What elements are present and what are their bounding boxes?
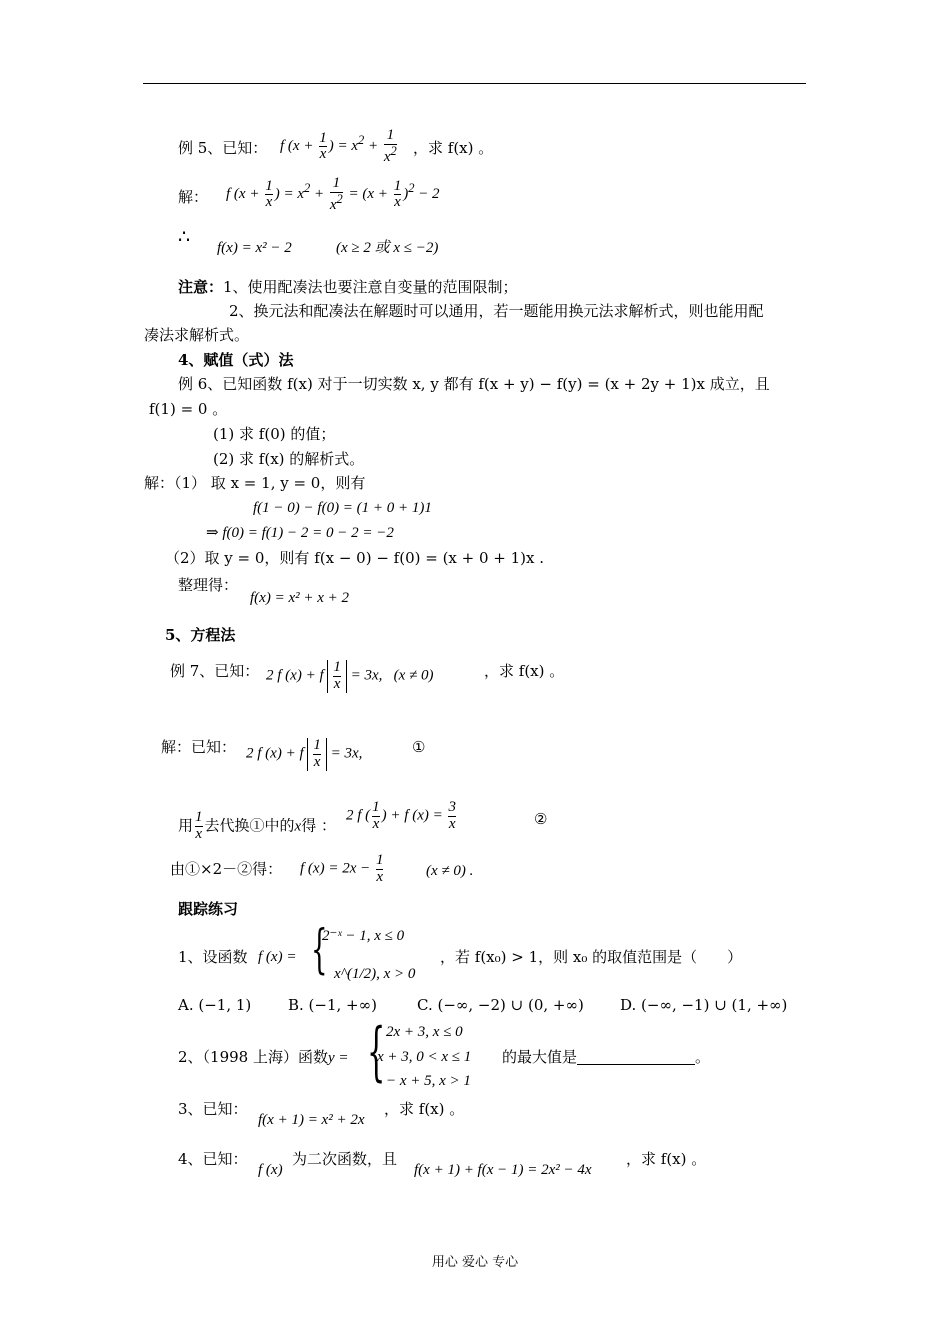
ex6-question-1: (1) 求 f(0) 的值； (213, 425, 336, 443)
ex6-solution-step3: ⇒ f(0) = f(1) − 2 = 0 − 2 = −2 (206, 525, 394, 541)
ex7-condition: (x ≠ 0) . (426, 863, 474, 879)
practice-2-case3: − x + 5, x > 1 (386, 1073, 471, 1089)
page-footer: 用心 爱心 专心 (431, 1255, 519, 1270)
practice-heading: 跟踪练习 (178, 900, 239, 918)
therefore-symbol: ∴ (178, 226, 191, 248)
ex7-equation: 2 f (x) + f $\frac{1}{x}$ = 3x, (x ≠ 0) (266, 659, 434, 692)
header-rule (143, 83, 806, 84)
practice-4-func: f (x) (258, 1162, 283, 1178)
practice-1-func: f (x) = (258, 949, 297, 965)
ex6-question-2: (2) 求 f(x) 的解析式。 (213, 450, 365, 468)
left-brace: { (311, 920, 328, 980)
ex7-solution-equation: 2 f (x) + f $\frac{1}{x}$ = 3x, (246, 737, 363, 770)
ex7-solution-label: 解：已知： (161, 738, 237, 756)
ex7-combine: 由①×2－②得： (170, 860, 283, 878)
ex7-ask: ，求 f(x) 。 (484, 662, 565, 680)
section4-heading: 4、赋值（式）法 (178, 351, 294, 369)
option-a: A. (−1, 1) (178, 996, 252, 1014)
ex5-result: f(x) = x² − 2 (217, 240, 292, 256)
ex6-solution-step4: （2）取 y = 0，则有 f(x − 0) − f(0) = (x + 0 + 1)x . (165, 549, 545, 567)
option-b: B. (−1, +∞) (288, 996, 377, 1014)
ex6-result: f(x) = x² + x + 2 (250, 590, 349, 606)
note-line2: 2、换元法和配凑法在解题时可以通用，若一题能用换元法求解析式，则也能用配 (229, 302, 764, 320)
practice-1-case1: 2⁻ˣ − 1, x ≤ 0 (322, 928, 405, 944)
practice-2-label: 2、（1998 上海）函数y = (178, 1048, 349, 1066)
practice-4-question: ，求 f(x) 。 (626, 1150, 707, 1168)
note-line3: 凑法求解析式。 (144, 326, 250, 344)
practice-4-condition: 为二次函数，且 (292, 1150, 398, 1168)
ex5-title: 例 5、已知： (178, 139, 268, 157)
answer-blank[interactable] (577, 1050, 695, 1065)
section5-heading: 5、方程法 (165, 626, 236, 644)
ex7-substituted-equation: 2 f ( $\frac{1}{x}$ ) + f (x) = $\frac{3}{x}$ (346, 799, 456, 832)
ex5-solution-label: 解： (178, 188, 209, 206)
ex6-solution-step1: 解：（1） 取 x = 1, y = 0，则有 (144, 474, 366, 492)
practice-3-question: ，求 f(x) 。 (384, 1100, 465, 1118)
ex7-result: f (x) = 2x − $\frac{1}{x}$ (300, 852, 384, 885)
ex5-domain: (x ≥ 2 或 x ≤ −2) (336, 240, 439, 256)
practice-2-question: 的最大值是 。 (502, 1048, 711, 1066)
option-c: C. (−∞, −2) ∪ (0, +∞) (417, 996, 584, 1014)
ex6-simplify-label: 整理得： (178, 576, 239, 594)
ex7-label: 例 7、已知： (170, 662, 260, 680)
practice-4-label: 4、已知： (178, 1150, 248, 1168)
ex5-solution-equation: f (x + $\frac{1}{x}$ ) = $x^2$ + $\frac{1}{x^2}$ = (x + $\frac{1}{x}$ )$^2$ − 2 (226, 175, 440, 213)
option-d: D. (−∞, −1) ∪ (1, +∞) (620, 996, 788, 1014)
practice-1-question: ，若 f(x₀) > 1，则 x₀ 的取值范围是（ ） (440, 948, 743, 966)
practice-2-case1: 2x + 3, x ≤ 0 (386, 1024, 463, 1040)
practice-1-label: 1、设函数 (178, 948, 248, 966)
practice-1-case2: x^(1/2), x > 0 (334, 966, 416, 982)
practice-3-label: 3、已知： (178, 1100, 248, 1118)
practice-4-equation: f(x + 1) + f(x − 1) = 2x² − 4x (414, 1162, 592, 1178)
ex5-given-equation: f (x + $\frac{1}{x}$ ) = $x^2$ + $\frac{1}{x^2}$ (280, 127, 397, 165)
ex6-statement: 例 6、已知函数 f(x) 对于一切实数 x, y 都有 f(x + y) − f(y) = (x + 2y + 1)x 成立，且 (178, 375, 770, 393)
practice-3-equation: f(x + 1) = x² + 2x (258, 1112, 365, 1128)
ex6-solution-step2: f(1 − 0) − f(0) = (1 + 0 + 1)1 (253, 500, 432, 516)
ex7-substitution: 用 $\frac{1}{x}$ 去代换①中的x得 ： (178, 809, 336, 842)
left-brace: { (367, 1015, 386, 1089)
practice-2-case2: x + 3, 0 < x ≤ 1 (377, 1049, 472, 1065)
ex5-ask: ，求 f(x) 。 (413, 139, 494, 157)
equation-mark-2: ② (534, 810, 548, 828)
note-line1: 注意：1、使用配凑法也要注意自变量的范围限制； (178, 278, 518, 296)
equation-mark-1: ① (412, 738, 426, 756)
ex6-condition: f(1) = 0 。 (149, 400, 228, 418)
